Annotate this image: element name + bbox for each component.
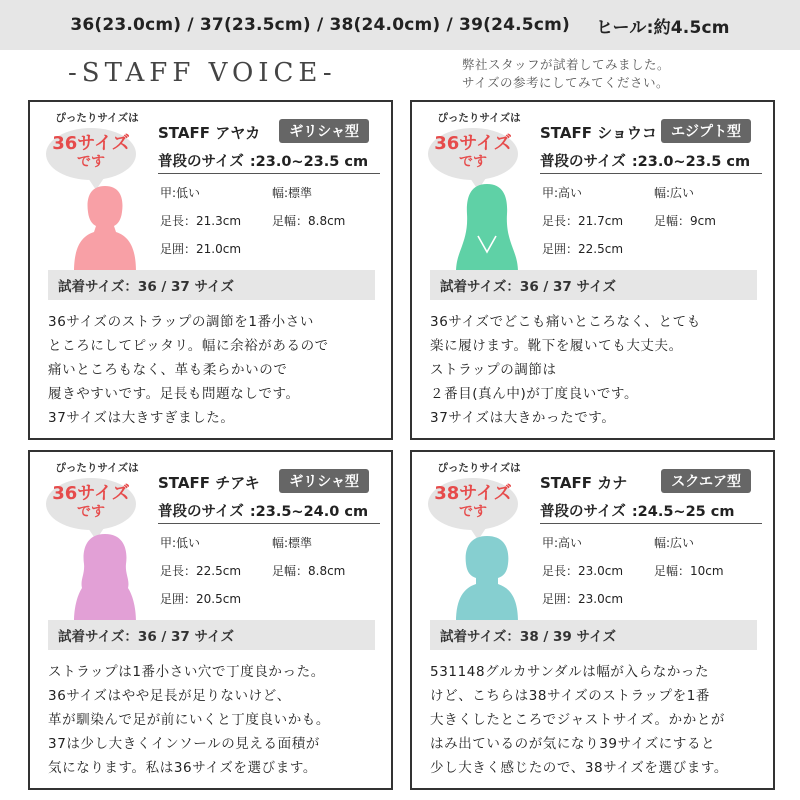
comment-line: けど、こちらは38サイズのストラップを1番 — [430, 688, 711, 704]
size-header-bar — [0, 0, 800, 50]
foot-width: 足幅：10cm — [654, 564, 724, 578]
comment-line: 37は少し大きくインソールの見える面積が — [48, 736, 320, 752]
foot-width-type: 幅:標準 — [272, 186, 313, 200]
comment-line: 革が馴染んで足が前にいくと丁度良いかも。 — [48, 712, 330, 728]
foot-length: 足長：22.5cm — [160, 564, 242, 578]
foot-type-badge: ギリシャ型 — [279, 119, 369, 143]
comment-line: ストラップの調節は — [430, 362, 557, 378]
staff-card-ayaka — [28, 100, 393, 440]
comment-line: 大きくしたところでジャストサイズ。かかとが — [430, 712, 726, 728]
staff-card-kana — [410, 450, 775, 790]
foot-type-badge: ギリシャ型 — [279, 469, 369, 493]
usual-size-label: 普段のサイズ — [158, 154, 244, 170]
instep: 甲:高い — [542, 536, 583, 550]
comment-line: 36サイズでどこも痛いところなく、とても — [430, 314, 701, 330]
foot-width-type: 幅:広い — [654, 186, 695, 200]
tried-size: 試着サイズ：36 / 37 サイズ — [430, 270, 757, 300]
fit-size-suffix: です — [77, 154, 105, 170]
foot-girth: 足囲：21.0cm — [160, 242, 242, 256]
staff-comment — [430, 660, 765, 780]
staff-name: STAFF チアキ — [158, 474, 260, 492]
staff-comment — [48, 310, 383, 430]
instep: 甲:低い — [160, 536, 201, 550]
foot-type-badge: エジプト型 — [661, 119, 751, 143]
fit-size-suffix: です — [77, 504, 105, 520]
bubble-caption: ぴったりサイズは — [55, 112, 139, 124]
comment-line: はみ出ているのが気になり39サイズにすると — [430, 736, 716, 752]
usual-size-value: :23.0~23.5 cm — [249, 154, 369, 170]
staff-comment — [48, 660, 383, 780]
usual-size-label: 普段のサイズ — [540, 504, 626, 520]
comment-line: 36サイズはやや足長が足りないけど、 — [48, 688, 291, 704]
fit-size-suffix: です — [459, 504, 487, 520]
comment-line: ところにしてピッタリ。幅に余裕があるので — [48, 338, 329, 354]
size-list: 36(23.0cm) / 37(23.5cm) / 38(24.0cm) / 39(24.5cm) — [70, 15, 570, 35]
usual-size-value: :23.5~24.0 cm — [249, 504, 369, 520]
fit-size: 36サイズ — [434, 133, 512, 154]
comment-line: 37サイズは大きすぎました。 — [48, 410, 235, 426]
staff-card-shoko — [410, 100, 775, 440]
speech-bubble — [428, 478, 518, 530]
heel-height: ヒール:約4.5cm — [595, 17, 730, 38]
bob-hair-woman-icon — [452, 530, 522, 622]
bubble-caption: ぴったりサイズは — [437, 462, 521, 474]
intro-line: 弊社スタッフが試着してみました。 — [462, 57, 671, 72]
comment-line: ２番目(真ん中)が丁度良いです。 — [430, 386, 639, 402]
fit-size: 38サイズ — [434, 483, 512, 504]
foot-width-type: 幅:広い — [654, 536, 695, 550]
fit-size-bubble — [42, 110, 152, 180]
intro-line: サイズの参考にしてみてください。 — [462, 75, 670, 90]
comment-line: 531148グルカサンダルは幅が入らなかった — [430, 664, 710, 680]
foot-length: 足長：23.0cm — [542, 564, 624, 578]
fit-size-bubble — [42, 460, 152, 530]
foot-type-badge: スクエア型 — [661, 469, 751, 493]
comment-line: 痛いところもなく、革も柔らかいので — [48, 362, 288, 378]
fit-size: 36サイズ — [52, 483, 130, 504]
comment-line: 少し大きく感じたので、38サイズを選びます。 — [430, 760, 728, 776]
staff-name: STAFF ショウコ — [540, 124, 657, 142]
bubble-caption: ぴったりサイズは — [437, 112, 521, 124]
fit-size-bubble — [424, 460, 534, 530]
long-hair-woman-icon — [452, 180, 522, 272]
foot-width: 足幅：9cm — [654, 214, 716, 228]
instep: 甲:低い — [160, 186, 201, 200]
fit-size-bubble — [424, 110, 534, 180]
short-hair-woman-icon — [70, 180, 140, 272]
foot-length: 足長：21.3cm — [160, 214, 242, 228]
intro-text — [462, 56, 670, 92]
section-title: -STAFF VOICE- — [68, 58, 337, 88]
tried-size: 試着サイズ：36 / 37 サイズ — [48, 270, 375, 300]
tried-size: 試着サイズ：38 / 39 サイズ — [430, 620, 757, 650]
instep: 甲:高い — [542, 186, 583, 200]
fit-size-suffix: です — [459, 154, 487, 170]
usual-size-label: 普段のサイズ — [158, 504, 244, 520]
comment-line: 36サイズのストラップの調節を1番小さい — [48, 314, 314, 330]
foot-girth: 足囲：23.0cm — [542, 592, 624, 606]
foot-width: 足幅：8.8cm — [272, 214, 346, 228]
foot-length: 足長：21.7cm — [542, 214, 624, 228]
comment-line: 楽に履けます。靴下を履いても大丈夫。 — [430, 338, 683, 354]
comment-line: ストラップは1番小さい穴で丁度良かった。 — [48, 664, 325, 680]
foot-width: 足幅：8.8cm — [272, 564, 346, 578]
usual-size-row — [158, 500, 380, 524]
foot-width-type: 幅:標準 — [272, 536, 313, 550]
foot-girth: 足囲：22.5cm — [542, 242, 624, 256]
staff-card-chiaki — [28, 450, 393, 790]
comment-line: 37サイズは大きかったです。 — [430, 410, 616, 426]
usual-size-row — [158, 150, 380, 174]
usual-size-row — [540, 500, 762, 524]
wavy-hair-woman-icon — [70, 530, 140, 622]
speech-bubble — [46, 478, 136, 530]
staff-name: STAFF カナ — [540, 474, 628, 492]
usual-size-value: :23.0~23.5 cm — [631, 154, 751, 170]
staff-comment — [430, 310, 765, 430]
foot-girth: 足囲：20.5cm — [160, 592, 242, 606]
bubble-caption: ぴったりサイズは — [55, 462, 139, 474]
comment-line: 履きやすいです。足長も問題なしです。 — [48, 386, 300, 402]
usual-size-label: 普段のサイズ — [540, 154, 626, 170]
tried-size: 試着サイズ：36 / 37 サイズ — [48, 620, 375, 650]
fit-size: 36サイズ — [52, 133, 130, 154]
speech-bubble — [428, 128, 518, 180]
usual-size-row — [540, 150, 762, 174]
staff-name: STAFF アヤカ — [158, 124, 261, 142]
comment-line: 気になります。私は36サイズを選びます。 — [48, 760, 317, 776]
usual-size-value: :24.5~25 cm — [631, 504, 735, 520]
speech-bubble — [46, 128, 136, 180]
